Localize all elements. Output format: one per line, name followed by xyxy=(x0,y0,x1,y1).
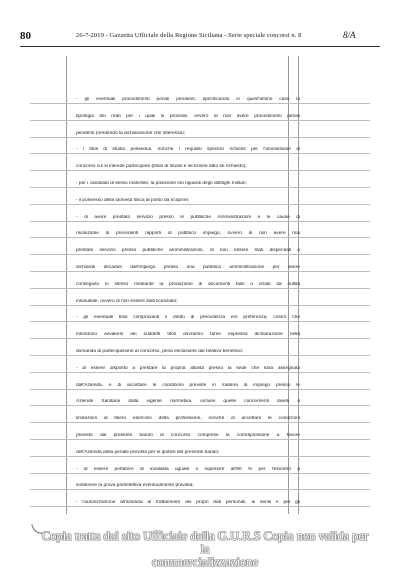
text-line-content: - per i candidati di sesso maschile, la posizione nei riguardi degli obblighi militari; xyxy=(76,181,247,186)
text-line-content: insanabile, ovvero di non essere stati licenziato; xyxy=(76,298,178,304)
text-line xyxy=(30,478,370,490)
header-rule xyxy=(20,46,380,47)
text-line-content: - il possesso della idoneità fisica al posto da ricoprire; xyxy=(76,197,190,203)
text-line-content: conseguito lo stesso mediante la produzione di documenti falsi o viziati da nullità xyxy=(76,281,300,287)
issue-mark: 8/A xyxy=(343,30,356,40)
text-line-content: - di essere portatore di invalidità uguale o superiore all'80 % per l'esonero a xyxy=(76,466,300,472)
text-line-content: intendono avvalersi dei suddetti titoli dovranno farne espressa dichiarazione nella xyxy=(76,332,300,338)
watermark-line-1: Copia tratta dal sito Ufficiale della G.U.R.S Copia non valida per la xyxy=(41,529,369,556)
text-line-content: tipologia dei reati per i quali si procede, ovvero di non avere procedimenti penali xyxy=(76,113,300,119)
header-title: 26-7-2019 - Gazzetta Ufficiale della Regione Siciliana - Serie speciale concorsi n. 8 xyxy=(76,32,302,39)
text-line xyxy=(30,327,370,339)
text-line xyxy=(30,159,370,171)
text-line-content: - di avere prestato servizio presso le pubbliche Amministrazioni e le cause di xyxy=(76,214,300,220)
text-line-content: - gli eventuali titoli comprovanti il diritto di precedenza e/o preferenza; coloro che xyxy=(76,315,300,321)
text-line-content: previste dal presente bando di concorso comprese la corresponsione a favore xyxy=(76,433,300,438)
text-line-content: risoluzione di precedenti rapporti di pubblico impiego, ovvero di non avere mai xyxy=(76,231,300,237)
watermark-line-2: commercializzazione xyxy=(151,555,259,569)
text-line-content: dell'Azienda della penale prevista per le ipotesi del presente bando; xyxy=(76,449,220,455)
text-line-content: limitazioni al libero esercizio della professione, nonché di accettare le condizioni xyxy=(76,416,300,422)
text-line-content: - i titoli di studio posseduti, nonché i requisiti specifici richiesti per l'ammissione al xyxy=(76,147,300,153)
text-line xyxy=(30,277,370,289)
text-line xyxy=(30,226,370,238)
text-line xyxy=(30,126,370,138)
text-line xyxy=(30,462,370,474)
text-line xyxy=(30,495,370,507)
text-line xyxy=(30,176,370,188)
text-line-content: - l'autorizzazione all'azienda al trattamento dei propri dati personali, ai sensi e per gli xyxy=(76,500,300,506)
text-line xyxy=(30,445,370,457)
text-line-content: dichiarati decaduti dall'impiego presso una pubblica amministrazione per avere xyxy=(76,265,300,270)
text-line xyxy=(30,210,370,222)
text-line xyxy=(30,344,370,356)
text-line xyxy=(30,378,370,390)
text-line-content: prestato servizio presso pubbliche amministrazioni, di non essere stati dispensati o xyxy=(76,248,300,254)
page-number: 80 xyxy=(20,30,31,42)
text-line-content: Aziende Sanitarie dalla vigente normativa, incluse quelle concernenti divieti o xyxy=(76,399,300,405)
text-line xyxy=(30,294,370,306)
text-line-content: sostenere la prova preselettiva eventualmente prevista; xyxy=(76,483,194,489)
text-line-content: pendenti (rendendo la dichiarazione che interessa); xyxy=(76,130,186,136)
text-line-content: domanda di partecipazione al concorso, pena esclusione dal relativo beneficio; xyxy=(76,349,244,354)
text-line-content: concorso cui si intende partecipare (titolo di studio e iscrizione albo se richiesto); xyxy=(76,164,247,170)
text-line xyxy=(30,92,370,104)
text-line-content: - gli eventuali procedimenti penali pendenti, specificando in quest'ultimo caso la xyxy=(76,97,300,102)
text-line xyxy=(30,260,370,272)
page-header xyxy=(20,30,380,44)
text-line xyxy=(30,411,370,423)
text-line xyxy=(30,142,370,154)
text-line xyxy=(30,193,370,205)
text-line xyxy=(30,361,370,373)
text-line xyxy=(30,428,370,440)
watermark xyxy=(40,530,370,569)
text-line xyxy=(30,109,370,121)
text-line-content: - di essere disposto a prestare la propria attività presso la sede che sarà assegnata xyxy=(76,365,300,371)
text-line xyxy=(30,310,370,322)
text-line xyxy=(30,394,370,406)
text-line-content: dall'Azienda, e di accettare le condizioni previste in materia di impiego presso le xyxy=(76,382,300,388)
text-line xyxy=(30,243,370,255)
